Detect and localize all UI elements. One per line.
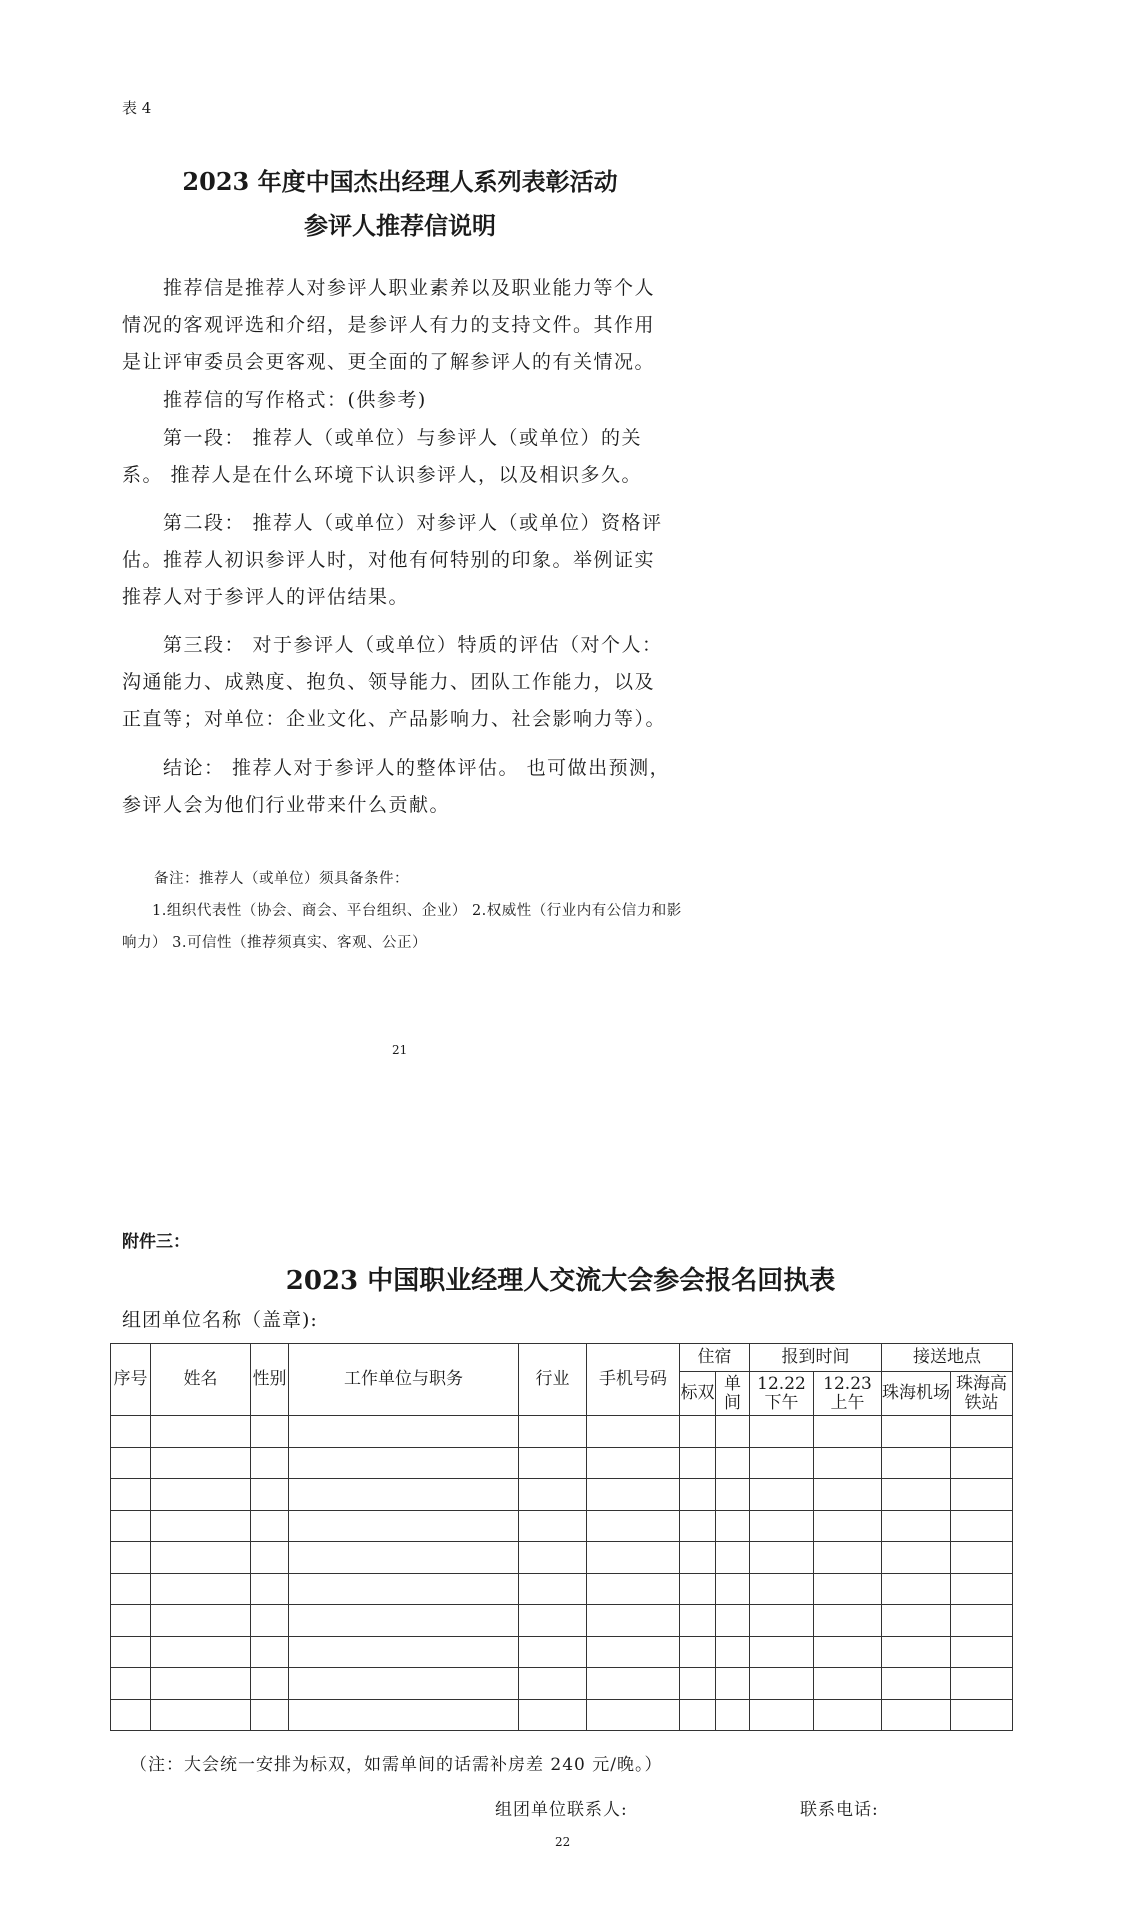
table-cell[interactable] — [519, 1668, 587, 1700]
table-cell[interactable] — [814, 1510, 882, 1542]
table-cell[interactable] — [716, 1573, 750, 1605]
table-cell[interactable] — [750, 1542, 814, 1574]
header-seq: 序号 — [111, 1344, 151, 1416]
table-cell[interactable] — [111, 1668, 151, 1700]
remark-heading: 备注：推荐人（或单位）须具备条件： — [154, 871, 409, 887]
table-cell[interactable] — [814, 1668, 882, 1700]
table-cell[interactable] — [951, 1636, 1013, 1668]
table-cell[interactable] — [587, 1668, 680, 1700]
table-cell[interactable] — [111, 1447, 151, 1479]
table-cell[interactable] — [951, 1573, 1013, 1605]
header-pickup-airport: 珠海机场 — [882, 1372, 951, 1416]
table-cell[interactable] — [519, 1510, 587, 1542]
contact-person-label: 组团单位联系人: — [495, 1800, 628, 1820]
table-cell[interactable] — [289, 1479, 519, 1511]
table-cell[interactable] — [814, 1416, 882, 1448]
table-cell[interactable] — [251, 1605, 289, 1637]
table-cell[interactable] — [251, 1636, 289, 1668]
paragraph-text: 结论： 推荐人对于参评人的整体评估。 也可做出预测，参评人会为他们行业带来什么贡献。 — [122, 757, 671, 816]
table-row — [111, 1636, 1013, 1668]
table-cell[interactable] — [519, 1605, 587, 1637]
table-row — [111, 1668, 1013, 1700]
table-cell[interactable] — [111, 1699, 151, 1731]
table-row — [111, 1510, 1013, 1542]
table-cell[interactable] — [289, 1573, 519, 1605]
header-industry: 行业 — [519, 1344, 587, 1416]
table-cell[interactable] — [716, 1542, 750, 1574]
table-cell[interactable] — [882, 1605, 951, 1637]
table-cell[interactable] — [519, 1479, 587, 1511]
table-cell[interactable] — [750, 1479, 814, 1511]
table-cell[interactable] — [251, 1699, 289, 1731]
table-cell[interactable] — [814, 1699, 882, 1731]
table-cell[interactable] — [251, 1479, 289, 1511]
header-checkin-1223: 12.23 上午 — [814, 1372, 882, 1416]
table-cell[interactable] — [289, 1668, 519, 1700]
table-cell[interactable] — [882, 1510, 951, 1542]
paragraph-text: 推荐信是推荐人对参评人职业素养以及职业能力等个人情况的客观评选和介绍，是参评人有力的支持文件。其作用是让评审委员会更客观、更全面的了解参评人的有关情况。 — [122, 277, 656, 373]
header-name: 姓名 — [151, 1344, 251, 1416]
table-cell[interactable] — [882, 1447, 951, 1479]
remark-block — [122, 863, 682, 959]
table-cell[interactable] — [151, 1416, 251, 1448]
table-cell[interactable] — [680, 1542, 716, 1574]
table-row — [111, 1447, 1013, 1479]
page-number: 22 — [555, 1835, 571, 1849]
paragraph-intro — [122, 270, 674, 381]
table-label: 表 4 — [122, 99, 152, 117]
table-cell[interactable] — [680, 1636, 716, 1668]
table-cell[interactable] — [289, 1636, 519, 1668]
contact-phone-label: 联系电话: — [800, 1800, 879, 1820]
table-cell[interactable] — [151, 1668, 251, 1700]
table-cell[interactable] — [251, 1510, 289, 1542]
header-lodging-single: 单间 — [716, 1372, 750, 1416]
table-cell[interactable] — [814, 1605, 882, 1637]
paragraph-third-section — [122, 627, 674, 738]
table-cell[interactable] — [680, 1573, 716, 1605]
paragraph-text: 第一段： 推荐人（或单位）与参评人（或单位）的关系。 推荐人是在什么环境下认识参评人，以及相识多久。 — [122, 427, 643, 486]
table-cell[interactable] — [111, 1605, 151, 1637]
remark-conditions: 1.组织代表性（协会、商会、平台组织、企业） 2.权威性（行业内有公信力和影响力） 3.可信性（推荐须真实、客观、公正） — [122, 903, 682, 951]
table-cell[interactable] — [587, 1510, 680, 1542]
paragraph-format — [122, 382, 674, 419]
table-cell[interactable] — [587, 1605, 680, 1637]
table-cell[interactable] — [587, 1636, 680, 1668]
table-cell[interactable] — [289, 1447, 519, 1479]
header-pickup-rail: 珠海高铁站 — [951, 1372, 1013, 1416]
table-cell[interactable] — [716, 1447, 750, 1479]
table-cell[interactable] — [680, 1605, 716, 1637]
table-cell[interactable] — [587, 1699, 680, 1731]
table-cell[interactable] — [251, 1447, 289, 1479]
table-row — [111, 1699, 1013, 1731]
document-title-line1: 2023 年度中国杰出经理人系列表彰活动 — [182, 167, 618, 196]
table-cell[interactable] — [750, 1636, 814, 1668]
table-cell[interactable] — [951, 1447, 1013, 1479]
table-cell[interactable] — [716, 1668, 750, 1700]
table-cell[interactable] — [289, 1605, 519, 1637]
table-cell[interactable] — [680, 1416, 716, 1448]
table-cell[interactable] — [680, 1668, 716, 1700]
table-cell[interactable] — [882, 1416, 951, 1448]
table-cell[interactable] — [111, 1636, 151, 1668]
table-cell[interactable] — [882, 1542, 951, 1574]
table-cell[interactable] — [814, 1573, 882, 1605]
table-cell[interactable] — [151, 1447, 251, 1479]
table-cell[interactable] — [882, 1573, 951, 1605]
table-cell[interactable] — [716, 1636, 750, 1668]
table-row — [111, 1416, 1013, 1448]
table-cell[interactable] — [111, 1542, 151, 1574]
table-cell[interactable] — [251, 1542, 289, 1574]
table-cell[interactable] — [251, 1668, 289, 1700]
table-cell[interactable] — [716, 1479, 750, 1511]
paragraph-text: 第二段： 推荐人（或单位）对参评人（或单位）资格评估。推荐人初识参评人时，对他有何特别的印象。举例证实推荐人对于参评人的评估结果。 — [122, 512, 663, 608]
table-cell[interactable] — [251, 1416, 289, 1448]
table-cell[interactable] — [951, 1605, 1013, 1637]
table-cell[interactable] — [289, 1510, 519, 1542]
table-cell[interactable] — [680, 1510, 716, 1542]
registration-table — [110, 1343, 1013, 1731]
table-cell[interactable] — [111, 1573, 151, 1605]
table-cell[interactable] — [587, 1573, 680, 1605]
table-cell[interactable] — [151, 1573, 251, 1605]
table-cell[interactable] — [151, 1605, 251, 1637]
form-title: 2023 中国职业经理人交流大会参会报名回执表 — [285, 1266, 836, 1296]
paragraph-text: 第三段： 对于参评人（或单位）特质的评估（对个人：沟通能力、成熟度、抱负、领导能力、团队工作能力，以及正直等；对单位：企业文化、产品影响力、社会影响力等）。 — [122, 634, 667, 730]
table-row — [111, 1573, 1013, 1605]
table-cell[interactable] — [951, 1542, 1013, 1574]
table-cell[interactable] — [111, 1479, 151, 1511]
table-cell[interactable] — [151, 1699, 251, 1731]
table-cell[interactable] — [151, 1510, 251, 1542]
table-cell[interactable] — [814, 1542, 882, 1574]
page-number: 21 — [392, 1043, 408, 1057]
table-cell[interactable] — [289, 1542, 519, 1574]
table-row — [111, 1542, 1013, 1574]
table-cell[interactable] — [882, 1479, 951, 1511]
table-cell[interactable] — [750, 1605, 814, 1637]
table-cell[interactable] — [750, 1416, 814, 1448]
table-cell[interactable] — [951, 1699, 1013, 1731]
document-title-line2: 参评人推荐信说明 — [304, 211, 496, 240]
form-footnote: （注：大会统一安排为标双，如需单间的话需补房差 240 元/晚。） — [130, 1755, 663, 1775]
table-cell[interactable] — [251, 1573, 289, 1605]
header-checkin-1222: 12.22 下午 — [750, 1372, 814, 1416]
org-name-label: 组团单位名称（盖章): — [122, 1309, 318, 1331]
header-phone: 手机号码 — [587, 1344, 680, 1416]
table-cell[interactable] — [680, 1447, 716, 1479]
table-cell[interactable] — [750, 1447, 814, 1479]
table-cell[interactable] — [680, 1479, 716, 1511]
table-cell[interactable] — [882, 1668, 951, 1700]
paragraph-second-section — [122, 505, 674, 616]
header-gender: 性别 — [251, 1344, 289, 1416]
table-cell[interactable] — [587, 1479, 680, 1511]
table-cell[interactable] — [814, 1479, 882, 1511]
table-cell[interactable] — [151, 1636, 251, 1668]
table-cell[interactable] — [814, 1447, 882, 1479]
table-cell[interactable] — [716, 1605, 750, 1637]
table-cell[interactable] — [951, 1479, 1013, 1511]
table-cell[interactable] — [814, 1636, 882, 1668]
table-cell[interactable] — [750, 1510, 814, 1542]
table-cell[interactable] — [151, 1479, 251, 1511]
table-cell[interactable] — [519, 1542, 587, 1574]
table-cell[interactable] — [716, 1510, 750, 1542]
table-cell[interactable] — [882, 1699, 951, 1731]
table-cell[interactable] — [680, 1699, 716, 1731]
table-cell[interactable] — [716, 1699, 750, 1731]
table-cell[interactable] — [519, 1416, 587, 1448]
paragraph-conclusion — [122, 750, 674, 824]
header-work-unit: 工作单位与职务 — [289, 1344, 519, 1416]
registration-table-body — [111, 1416, 1013, 1731]
table-cell[interactable] — [289, 1416, 519, 1448]
table-cell[interactable] — [111, 1416, 151, 1448]
table-cell[interactable] — [750, 1699, 814, 1731]
paragraph-text: 推荐信的写作格式：(供参考) — [163, 389, 427, 411]
table-cell[interactable] — [587, 1416, 680, 1448]
table-cell[interactable] — [750, 1573, 814, 1605]
table-cell[interactable] — [951, 1668, 1013, 1700]
table-cell[interactable] — [882, 1636, 951, 1668]
table-cell[interactable] — [951, 1510, 1013, 1542]
header-checkin: 报到时间 — [750, 1344, 882, 1372]
table-cell[interactable] — [519, 1447, 587, 1479]
table-row — [111, 1605, 1013, 1637]
header-lodging: 住宿 — [680, 1344, 750, 1372]
table-cell[interactable] — [519, 1573, 587, 1605]
header-lodging-standard: 标双 — [680, 1372, 716, 1416]
table-row — [111, 1479, 1013, 1511]
table-cell[interactable] — [519, 1636, 587, 1668]
table-cell[interactable] — [519, 1699, 587, 1731]
table-cell[interactable] — [587, 1447, 680, 1479]
table-cell[interactable] — [951, 1416, 1013, 1448]
annex-label: 附件三： — [122, 1232, 190, 1252]
paragraph-first-section — [122, 420, 674, 494]
table-cell[interactable] — [716, 1416, 750, 1448]
table-cell[interactable] — [587, 1542, 680, 1574]
table-cell[interactable] — [111, 1510, 151, 1542]
header-pickup: 接送地点 — [882, 1344, 1013, 1372]
table-cell[interactable] — [151, 1542, 251, 1574]
table-cell[interactable] — [750, 1668, 814, 1700]
table-cell[interactable] — [289, 1699, 519, 1731]
